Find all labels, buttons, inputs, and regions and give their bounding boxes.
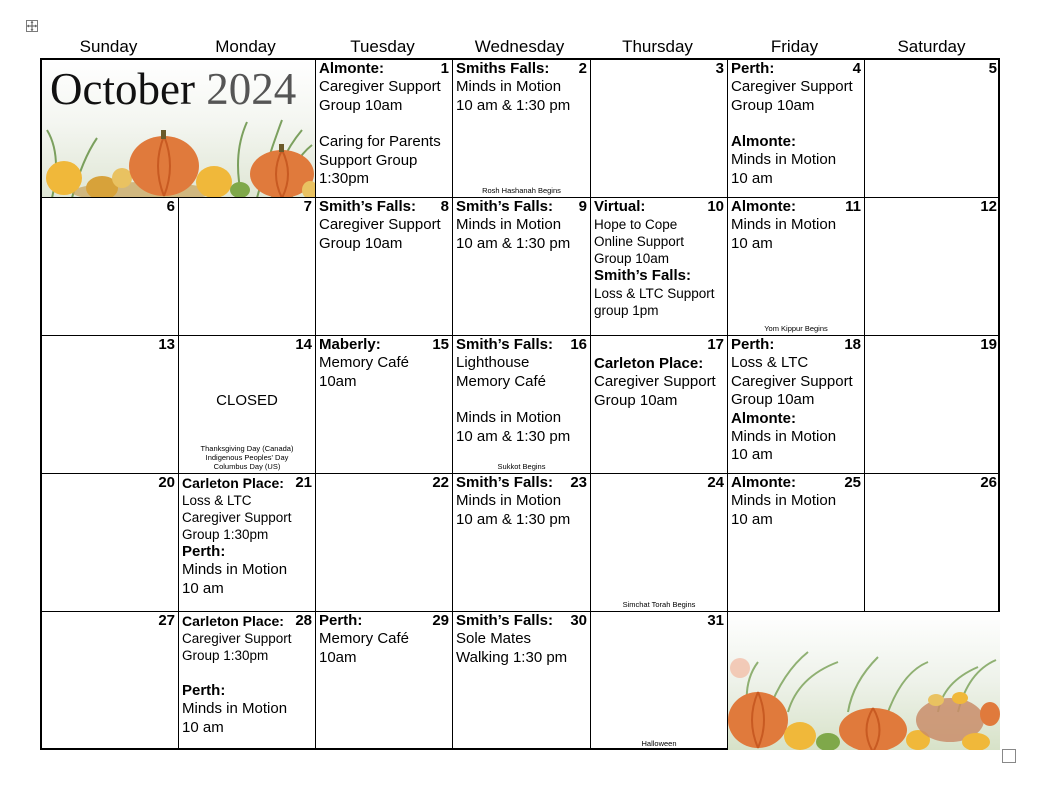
event-text: 10 am & 1:30 pm [456, 510, 571, 528]
day-number: 4 [852, 60, 861, 77]
day-number: 6 [166, 198, 175, 215]
event-text: 10 am & 1:30 pm [456, 96, 571, 114]
day-number: 26 [980, 474, 997, 491]
table-resize-handle-icon[interactable] [1002, 749, 1016, 763]
event-text: Minds in Motion [731, 492, 837, 509]
event-text: Sole Mates [456, 630, 532, 647]
event-text: Group 10am [731, 96, 815, 114]
day-number: 27 [158, 612, 175, 629]
day-number: 22 [432, 474, 449, 491]
holiday-notes [179, 444, 315, 471]
event-text: 10 am & 1:30 pm [456, 234, 571, 252]
day-number: 8 [440, 198, 449, 215]
day-cell-12[interactable] [865, 198, 1000, 336]
event-text: Caregiver Support [182, 631, 292, 646]
event-text: 10 am [731, 510, 773, 528]
day-number: 30 [570, 612, 587, 629]
event-location: Perth: [182, 682, 226, 699]
day-cell-21[interactable] [179, 474, 316, 612]
holiday-note: Halloween [641, 739, 677, 748]
event-location: Perth: [182, 543, 226, 560]
event-text: Caregiver Support [731, 78, 853, 95]
event-text: Group 10am [594, 251, 670, 266]
day-cell-19[interactable] [865, 336, 1000, 474]
event-text: group 1pm [594, 303, 659, 318]
event-text: Group 10am [594, 391, 678, 409]
event-location: Perth: [319, 612, 363, 629]
day-events [456, 474, 588, 529]
day-events [456, 198, 588, 253]
day-number: 21 [295, 474, 312, 491]
weekday-saturday: Saturday [897, 37, 966, 56]
weekday-sunday: Sunday [79, 37, 138, 56]
event-text: Group 10am [731, 391, 815, 408]
day-cell-2[interactable] [453, 60, 591, 198]
event-location: Smith’s Falls: [594, 267, 691, 284]
event-text: Walking 1:30 pm [456, 648, 568, 666]
event-text: Loss & LTC [182, 493, 252, 508]
holiday-note: Yom Kippur Begins [764, 324, 828, 333]
event-text: Group 10am [319, 234, 403, 252]
event-text: Group 1:30pm [182, 527, 269, 542]
day-cell-20[interactable] [42, 474, 179, 612]
event-location: Carleton Place: [182, 475, 284, 491]
event-text: Minds in Motion [182, 561, 288, 578]
weekday-friday: Friday [770, 37, 819, 56]
day-number: 25 [844, 474, 861, 491]
day-cell-30[interactable] [453, 612, 591, 750]
event-location: Smith’s Falls: [456, 336, 553, 353]
day-number: 2 [578, 60, 587, 77]
holiday-note: Thanksgiving Day (Canada) [200, 444, 294, 453]
event-text: 10 am [731, 446, 773, 463]
month-year-title [50, 62, 296, 116]
pumpkin-decoration-cell [728, 612, 1000, 750]
day-number: 16 [570, 336, 587, 353]
day-cell-8[interactable] [316, 198, 453, 336]
event-text: Minds in Motion [456, 492, 562, 509]
day-number: 31 [707, 612, 724, 629]
day-cell-23[interactable] [453, 474, 591, 612]
day-events [731, 336, 862, 465]
event-text: Memory Café [319, 630, 410, 647]
day-cell-11[interactable] [728, 198, 865, 336]
event-location: Carleton Place: [594, 355, 704, 372]
event-text: Support Group [319, 151, 418, 169]
day-cell-6[interactable] [42, 198, 179, 336]
holiday-note: Sukkot Begins [497, 462, 546, 471]
event-location: Perth: [731, 336, 775, 353]
day-number: 15 [432, 336, 449, 353]
day-number: 11 [845, 198, 861, 215]
weekday-tuesday: Tuesday [350, 37, 415, 56]
day-events [456, 336, 588, 446]
day-number: 17 [707, 336, 724, 353]
day-number: 14 [295, 336, 312, 353]
day-number: 28 [295, 612, 312, 629]
day-cell-24[interactable] [591, 474, 728, 612]
table-move-handle-icon[interactable] [26, 20, 38, 32]
day-cell-3[interactable] [591, 60, 728, 198]
day-cell-27[interactable] [42, 612, 179, 750]
event-location: Smith’s Falls: [456, 198, 553, 215]
event-text: 10 am [182, 579, 224, 597]
event-text: Caregiver Support [319, 216, 441, 233]
day-cell-1[interactable] [316, 60, 453, 198]
weekday-monday: Monday [215, 37, 276, 56]
day-cell-31[interactable] [591, 612, 728, 750]
event-text: Minds in Motion [731, 151, 837, 168]
day-cell-26[interactable] [865, 474, 1000, 612]
day-events [456, 612, 588, 667]
day-number: 9 [578, 198, 587, 215]
day-number: 1 [440, 60, 449, 77]
holiday-note: Indigenous Peoples' Day [205, 453, 289, 462]
day-events [594, 198, 725, 319]
day-cell-25[interactable] [728, 474, 865, 612]
month-name: October [50, 64, 195, 114]
day-cell-14[interactable] [179, 336, 316, 474]
calendar-grid [40, 58, 1000, 750]
year-label: 2024 [206, 64, 297, 114]
day-number: 29 [432, 612, 449, 629]
event-text: Hope to Cope [594, 217, 678, 232]
event-text: Loss & LTC [731, 354, 809, 371]
event-text: Memory Café [319, 354, 410, 371]
event-text: Minds in Motion [182, 700, 288, 717]
event-location: Maberly: [319, 336, 381, 353]
event-text: Group 10am [319, 96, 403, 114]
day-number: 13 [158, 336, 175, 353]
event-text: Minds in Motion [456, 78, 562, 95]
day-number: 18 [844, 336, 861, 353]
day-number: 10 [707, 198, 724, 215]
event-location: Carleton Place: [182, 613, 284, 629]
day-number: 23 [570, 474, 587, 491]
day-events [731, 60, 862, 188]
day-cell-16[interactable] [453, 336, 591, 474]
day-cell-13[interactable] [42, 336, 179, 474]
event-text: Caring for Parents [319, 133, 441, 150]
holiday-note: Simchat Torah Begins [622, 600, 696, 609]
event-location: Almonte: [731, 133, 796, 150]
closed-label: CLOSED [216, 392, 278, 409]
day-events [731, 198, 862, 253]
day-number: 5 [988, 60, 997, 77]
day-number: 3 [715, 60, 724, 77]
event-text: 10am [319, 648, 357, 666]
day-cell-4[interactable] [728, 60, 865, 198]
day-cell-5[interactable] [865, 60, 1000, 198]
event-location: Virtual: [594, 198, 646, 215]
event-text: 10 am [731, 169, 773, 187]
day-cell-22[interactable] [316, 474, 453, 612]
event-location: Smith’s Falls: [456, 474, 553, 491]
event-location: Almonte: [731, 198, 796, 215]
day-cell-28[interactable] [179, 612, 316, 750]
day-number: 12 [980, 198, 997, 215]
event-text: 10am [319, 372, 357, 390]
event-text: Memory Café [456, 372, 547, 390]
event-text: Minds in Motion [456, 216, 562, 233]
event-location: Smiths Falls: [456, 60, 550, 77]
event-location: Almonte: [731, 474, 796, 491]
day-cell-18[interactable] [728, 336, 865, 474]
event-text: Group 1:30pm [182, 648, 269, 663]
day-events [319, 198, 450, 253]
weekday-header-row [40, 36, 1000, 58]
day-events [319, 60, 450, 189]
pumpkin-patch-illustration [728, 612, 1000, 750]
holiday-note: Rosh Hashanah Begins [482, 186, 561, 195]
event-text: Caregiver Support [319, 78, 441, 95]
day-number: 19 [980, 336, 997, 353]
day-number: 7 [303, 198, 312, 215]
event-location: Smith’s Falls: [319, 198, 416, 215]
day-number: 24 [707, 474, 724, 491]
event-text: 10 am [731, 234, 773, 252]
day-events [182, 612, 313, 737]
event-location: Almonte: [319, 60, 384, 77]
event-text: Minds in Motion [731, 427, 837, 445]
event-text: 10 am [182, 718, 224, 736]
event-location: Almonte: [731, 409, 796, 427]
day-cell-10[interactable] [591, 198, 728, 336]
event-text: 10 am & 1:30 pm [456, 427, 571, 445]
event-text: Loss & LTC Support [594, 286, 715, 301]
day-cell-29[interactable] [316, 612, 453, 750]
day-events [456, 60, 588, 115]
holiday-note: Columbus Day (US) [213, 462, 281, 471]
day-events [594, 355, 725, 410]
event-text: Lighthouse [456, 354, 530, 371]
event-text: Minds in Motion [731, 216, 837, 233]
event-location: Smith’s Falls: [456, 612, 553, 629]
event-text: Caregiver Support [594, 373, 716, 390]
event-text: 1:30pm [319, 170, 370, 187]
day-cell-9[interactable] [453, 198, 591, 336]
day-events [731, 474, 862, 529]
weekday-wednesday: Wednesday [474, 37, 565, 56]
day-cell-7[interactable] [179, 198, 316, 336]
day-number: 20 [158, 474, 175, 491]
month-title-cell [42, 60, 316, 198]
day-events [182, 474, 313, 598]
day-cell-17[interactable] [591, 336, 728, 474]
event-text: Minds in Motion [456, 409, 562, 426]
day-events [319, 612, 450, 667]
day-events [319, 336, 450, 391]
weekday-thursday: Thursday [622, 37, 693, 56]
day-cell-15[interactable] [316, 336, 453, 474]
event-text: Caregiver Support [731, 372, 853, 390]
event-text: Online Support [594, 234, 685, 249]
event-text: Caregiver Support [182, 510, 292, 525]
event-location: Perth: [731, 60, 775, 77]
